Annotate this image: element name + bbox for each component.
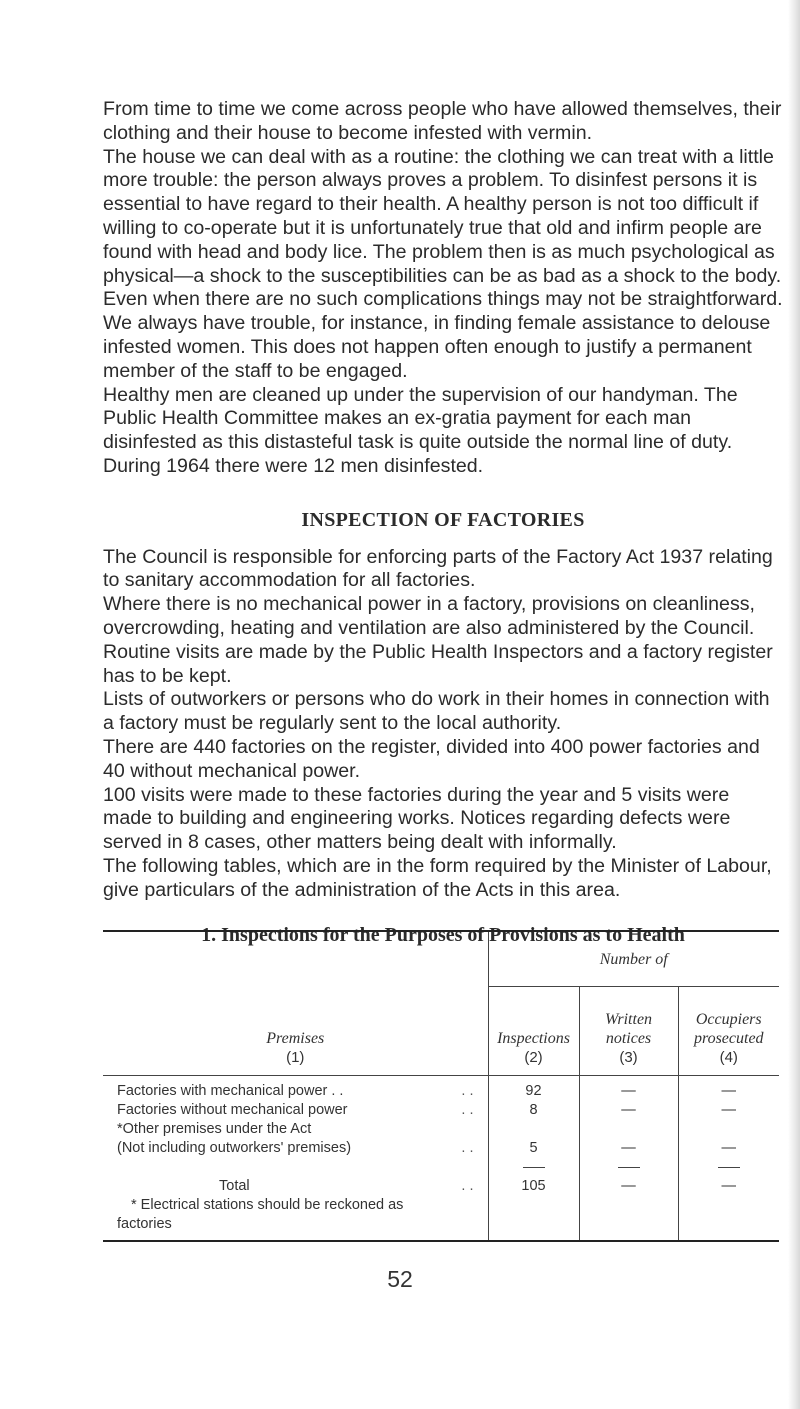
- total-row: [103, 1177, 779, 1196]
- total-prosecuted: —: [678, 1177, 779, 1196]
- notices-value: —: [579, 1101, 678, 1120]
- footnote-line-1: * Electrical stations should be reckoned as: [131, 1197, 404, 1213]
- leader-dots: . .: [461, 1083, 474, 1099]
- subtotal-rule: [678, 1158, 779, 1177]
- number-of-group-header: Number of: [488, 931, 779, 987]
- table-row: [103, 1101, 779, 1120]
- row-label: *Other premises under the Act: [117, 1121, 312, 1137]
- leader-dots: . .: [461, 1140, 474, 1156]
- column-header-written-notices: [579, 987, 678, 1076]
- total-label: Total: [219, 1178, 250, 1194]
- empty-cell: [579, 1196, 678, 1241]
- leader-dots: . .: [461, 1102, 474, 1118]
- row-label: Factories with mechanical power . .: [117, 1083, 344, 1099]
- paragraph-factory-count: There are 440 factories on the register, divided into 400 power factories and 40 without mechanical power.: [103, 735, 760, 782]
- paragraph-no-mechanical-power: Where there is no mechanical power in a factory, provisions on cleanliness, overcrowding, heating and ventilation are also administered by the Council. Routine visits are made by the Public Health Inspectors and a factory register has to be kept.: [103, 593, 773, 687]
- paragraph-visits: 100 visits were made to these factories during the year and 5 visits were made to building and engineering works. Notices regarding defects were served in 8 cases, other matters being dealt with informally.: [103, 783, 731, 854]
- written-label: Written: [604, 1011, 653, 1028]
- page-body: [103, 98, 783, 963]
- page-number: 52: [387, 1266, 413, 1292]
- page-edge-shadow: [788, 0, 800, 1409]
- footnote-line-2: factories: [117, 1216, 172, 1232]
- row-label-cell: [103, 1076, 488, 1102]
- empty-cell: [488, 1196, 579, 1241]
- paragraph-council-responsibility: The Council is responsible for enforcing parts of the Factory Act 1937 relating to sanitary accommodation for all factories.: [103, 545, 773, 592]
- paragraph-healthy-men: Healthy men are cleaned up under the supervision of our handyman. The Public Health Committee makes an ex-gratia payment for each man disinfested as this distasteful task is quite outside the normal line of duty. During 1964 there were 12 men disinfested.: [103, 383, 738, 477]
- prosecuted-value: [678, 1120, 779, 1139]
- table-row: [103, 1120, 779, 1139]
- occupiers-col-number: (4): [719, 1049, 738, 1066]
- table-row: [103, 1076, 779, 1102]
- premises-label: Premises: [266, 1030, 325, 1047]
- footnote-row: [103, 1196, 779, 1241]
- paragraph-complications: Even when there are no such complications things may not be straightforward. We always have trouble, for instance, in finding female assistance to delouse infested women. This does not happen often enough to justify a permanent member of the staff to be engaged.: [103, 288, 783, 382]
- table-title: 1. Inspections for the Purposes of Provisions as to Health: [201, 923, 685, 946]
- notices-value: [579, 1120, 678, 1139]
- table-group-header-row: [103, 931, 779, 987]
- column-header-inspections: [488, 987, 579, 1076]
- prosecuted-value: —: [678, 1101, 779, 1120]
- total-notices: —: [579, 1177, 678, 1196]
- table-row: [103, 1139, 779, 1158]
- prosecuted-label: prosecuted: [693, 1030, 764, 1047]
- prosecuted-value: —: [678, 1076, 779, 1102]
- notices-label: notices: [605, 1030, 652, 1047]
- row-label-cell: [103, 1101, 488, 1120]
- inspections-value: [488, 1120, 579, 1139]
- notices-value: —: [579, 1139, 678, 1158]
- section-heading: INSPECTION OF FACTORIES: [301, 508, 585, 531]
- total-label-cell: [103, 1177, 488, 1196]
- subtotal-rule: [488, 1158, 579, 1177]
- occupiers-label: Occupiers: [695, 1011, 762, 1028]
- inspections-col-number: (2): [524, 1049, 543, 1066]
- total-inspections: 105: [488, 1177, 579, 1196]
- premises-col-number: (1): [286, 1049, 305, 1066]
- inspections-value: 5: [488, 1139, 579, 1158]
- footnote-cell: [103, 1196, 488, 1241]
- written-notices-col-number: (3): [619, 1049, 638, 1066]
- paragraph-tables-intro: The following tables, which are in the form required by the Minister of Labour, give particulars of the administration of the Acts in this area.: [103, 854, 772, 901]
- inspections-table: [103, 930, 779, 1242]
- row-label: Factories without mechanical power: [117, 1102, 348, 1118]
- subtotal-rule: [579, 1158, 678, 1177]
- row-label: (Not including outworkers' premises): [117, 1140, 352, 1156]
- inspections-value: 8: [488, 1101, 579, 1120]
- spacer: [103, 1158, 488, 1177]
- notices-value: —: [579, 1076, 678, 1102]
- prosecuted-value: —: [678, 1139, 779, 1158]
- column-header-occupiers-prosecuted: [678, 987, 779, 1076]
- column-header-premises: [103, 931, 488, 1076]
- paragraph-outworkers: Lists of outworkers or persons who do work in their homes in connection with a factory must be regularly sent to the local authority.: [103, 688, 770, 735]
- paragraph-person-problem: The house we can deal with as a routine: the clothing we can treat with a little more trouble: the person always proves a problem. To disinfest persons it is essential to have regard to their health. A healthy person is not too difficult if willing to co-operate but it is unfortunately true that old and infirm people are found with head and body lice. The problem then is as much psychological as physical—a shock to the susceptibilities can be as bad as a shock to the body.: [103, 145, 782, 287]
- row-label-cell: [103, 1139, 488, 1158]
- inspections-label: Inspections: [497, 1030, 570, 1047]
- row-label-cell: [103, 1120, 488, 1139]
- inspections-value: 92: [488, 1076, 579, 1102]
- subtotal-rule-row: [103, 1158, 779, 1177]
- empty-cell: [678, 1196, 779, 1241]
- leader-dots: . .: [461, 1178, 474, 1194]
- paragraph-vermin-intro: From time to time we come across people who have allowed themselves, their clothing and their house to become infested with vermin.: [103, 98, 782, 144]
